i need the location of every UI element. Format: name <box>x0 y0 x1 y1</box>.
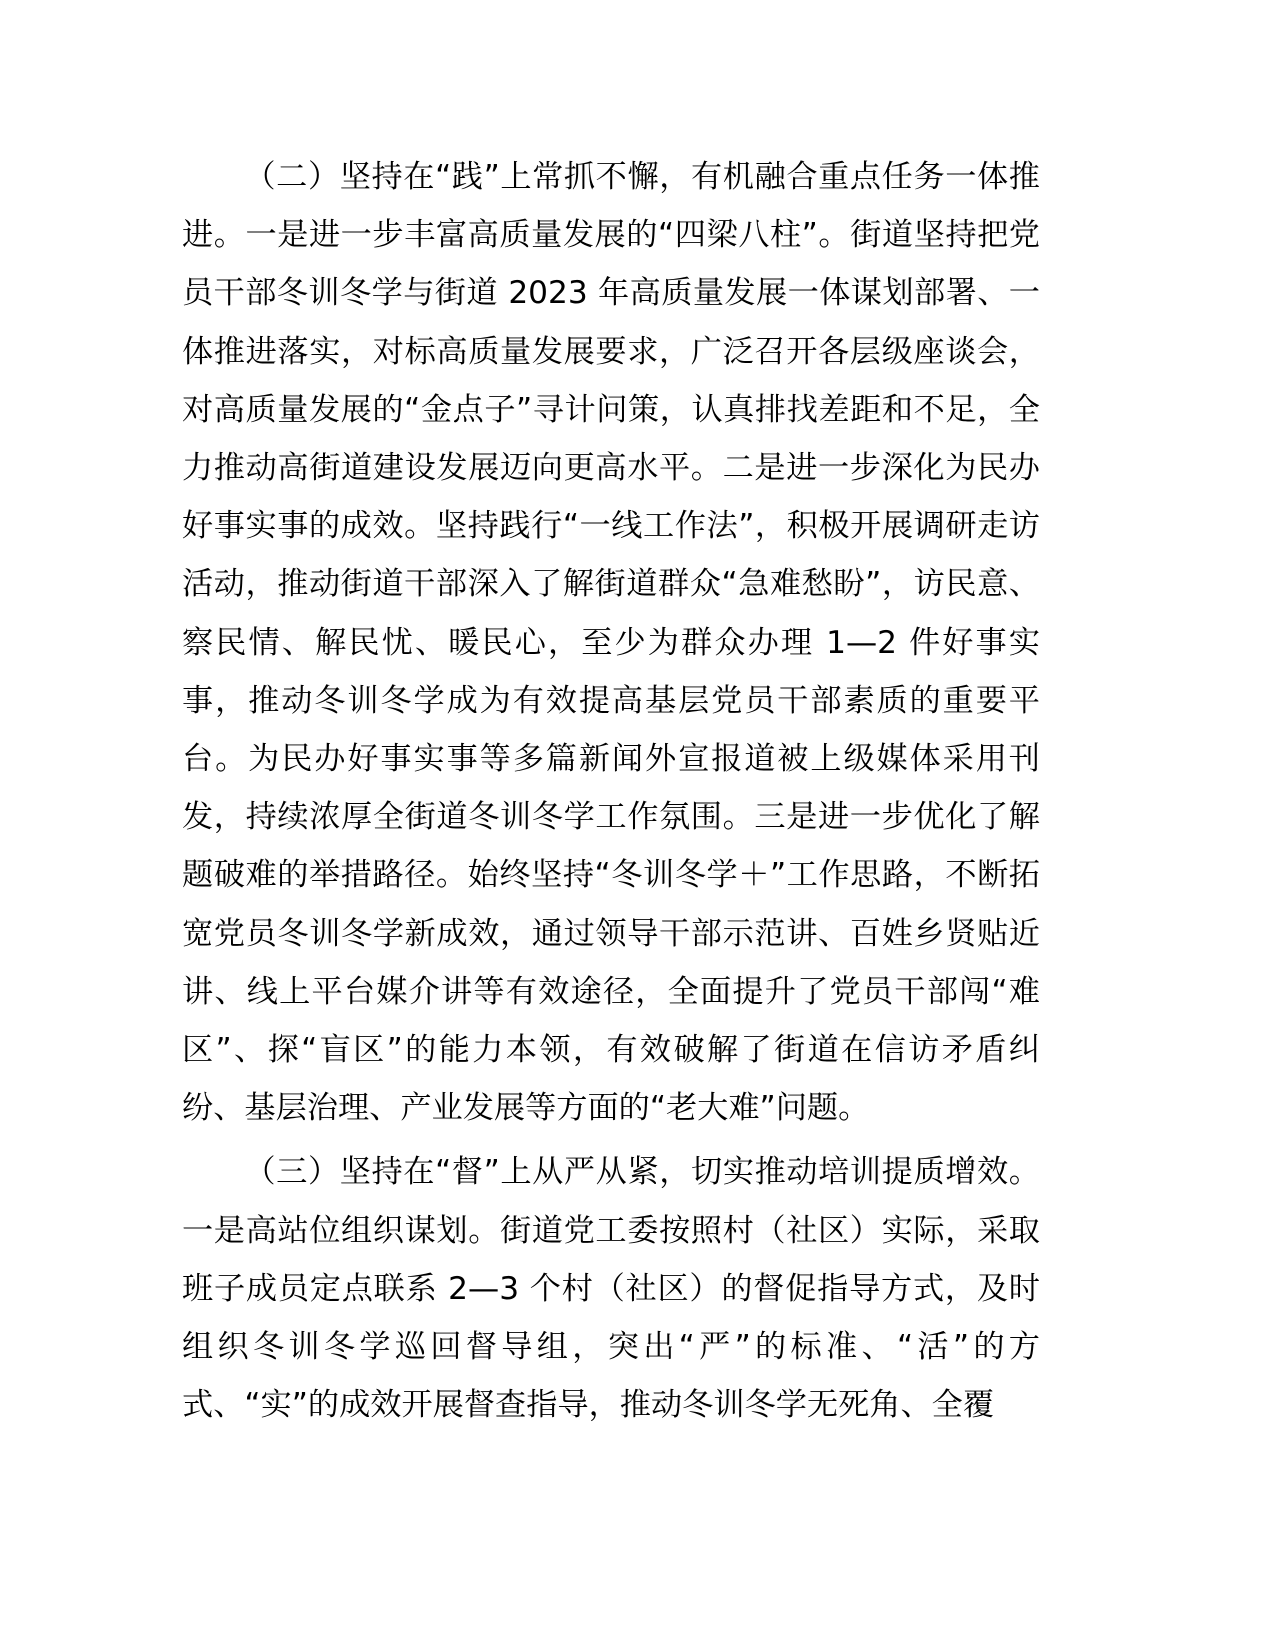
paragraph-supervision: （三）坚持在“督”上从严从紧，切实推动培训提质增效。一是高站位组织谋划。街道党工委按照村（社区）实际，采取班子成员定点联系 2—3 个村（社区）的督促指导方式，及时组织冬训冬学巡回督导组，突出“严”的标准、“活”的方式、“实”的成效开展督查指导，推动冬训冬学无死角、全覆 <box>182 1154 1040 1424</box>
paragraph-practice: （二）坚持在“践”上常抓不懈，有机融合重点任务一体推进。一是进一步丰富高质量发展的“四梁八柱”。街道坚持把党员干部冬训冬学与街道 2023 年高质量发展一体谋划部署、一体推进落实，对标高质量发展要求，广泛召开各层级座谈会，对高质量发展的“金点子”寻计问策，认真排找差距和不足，全力推动高街道建设发展迈向更高水平。二是进一步深化为民办好事实事的成效。坚持践行“一线工作法”，积极开展调研走访活动，推动街道干部深入了解街道群众“急难愁盼”，访民意、察民情、解民忧、暖民心，至少为群众办理 1—2 件好事实事，推动冬训冬学成为有效提高基层党员干部素质的重要平台。为民办好事实事等多篇新闻外宣报道被上级媒体采用刊发，持续浓厚全街道冬训冬学工作氛围。三是进一步优化了解题破难的举措路径。始终坚持“冬训冬学＋”工作思路，不断拓宽党员冬训冬学新成效，通过领导干部示范讲、百姓乡贤贴近讲、线上平台媒介讲等有效途径，全面提升了党员干部闯“难区”、探“盲区”的能力本领，有效破解了街道在信访矛盾纠纷、基层治理、产业发展等方面的“老大难”问题。 <box>182 159 1040 1127</box>
document-body <box>182 148 1040 1434</box>
